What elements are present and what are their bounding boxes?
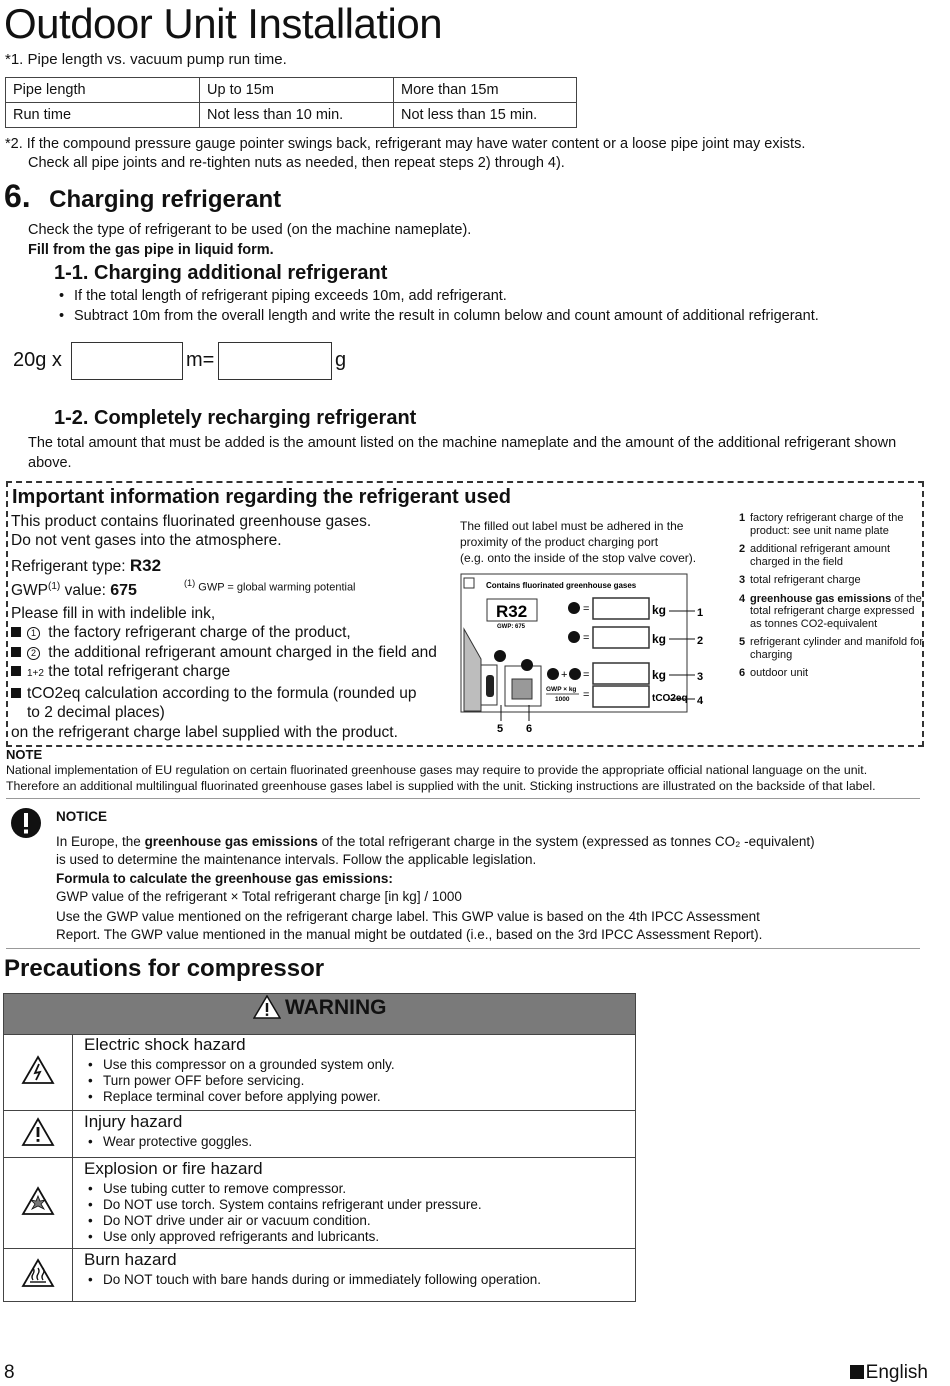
svg-text:=: =	[583, 669, 590, 681]
electric-shock-icon	[21, 1055, 55, 1085]
circle-2-icon	[569, 668, 581, 680]
gwp-footnote	[184, 578, 356, 594]
table-row	[6, 103, 577, 128]
label-tco2: tCO2eq	[652, 693, 688, 704]
list-item: • Turn power OFF before servicing.	[84, 1073, 634, 1089]
circle-1-icon	[521, 659, 533, 671]
pipe-length-table	[5, 77, 577, 128]
note2-line2: Check all pipe joints and re-tighten nuts as needed, then repeat steps 2) through 4).	[28, 155, 565, 171]
warning-table	[3, 993, 636, 1302]
hazard-row	[4, 1111, 636, 1158]
legend-number: 1	[739, 512, 746, 524]
fill-cont: to 2 decimal places)	[27, 704, 165, 721]
fill-item-text: the factory refrigerant charge of the product,	[44, 624, 351, 641]
list-item: • Wear protective goggles.	[84, 1134, 634, 1150]
hazard-row	[4, 1035, 636, 1111]
section6-intro: Check the type of refrigerant to be used (on the machine nameplate).	[28, 222, 472, 238]
note2-line1: *2. If the compound pressure gauge pointer swings back, refrigerant may have water content or a loose pipe joint may exists.	[5, 136, 806, 152]
refrigerant-value: R32	[129, 556, 162, 575]
legend-item	[739, 593, 924, 631]
legend-text: outdoor unit	[750, 667, 809, 679]
gwp-value: 675	[110, 582, 137, 600]
list-item	[11, 643, 437, 663]
legend-text: of the total refrigerant charge expressed as tonnes CO2-equivalent	[750, 592, 922, 630]
callout-6: 6	[526, 723, 533, 735]
fill-item-text: the total refrigerant charge	[43, 663, 231, 680]
footnote-text: GWP = global warming potential	[198, 581, 356, 594]
list-item: • Use this compressor on a grounded system only.	[84, 1057, 634, 1073]
note1-caption: *1. Pipe length vs. vacuum pump run time.	[5, 51, 287, 68]
label-div: 1000	[555, 696, 570, 703]
notice-p3-cont: Report. The GWP value mentioned in the manual might be outdated (i.e., based on the 3rd IPCC Assessment Report).	[56, 926, 763, 942]
circle-1-icon	[547, 668, 559, 680]
square-bullet-icon	[11, 627, 21, 637]
circle-number: 1+2	[27, 668, 44, 679]
precautions-title: Precautions for compressor	[4, 955, 325, 982]
sub2-text: The total amount that must be added is the amount listed on the machine nameplate and the amount of the additional refrigerant shown above.	[28, 435, 897, 471]
formula-mid: m=	[186, 349, 215, 371]
hazard-content	[73, 1158, 636, 1249]
label-kg: kg	[652, 632, 667, 646]
square-bullet-icon	[11, 688, 21, 698]
label-header: Contains fluorinated greenhouse gases	[486, 581, 637, 590]
callout-3: 3	[697, 671, 704, 683]
hazard-row	[4, 1249, 636, 1302]
svg-text:=: =	[583, 603, 590, 615]
list-item: • Do NOT use torch. System contains refrigerant under pressure.	[84, 1197, 634, 1213]
circle-number: 1	[27, 627, 40, 640]
legend-text-bold: greenhouse gas emissions	[750, 592, 892, 605]
amount-input-box[interactable]	[218, 342, 332, 380]
label-note-line: (e.g. onto the inside of the stop valve cover).	[460, 551, 697, 565]
svg-text:+: +	[561, 669, 568, 681]
language-footer	[850, 1362, 928, 1384]
formula-prefix: 20g x	[13, 349, 62, 371]
square-bullet-icon	[11, 647, 21, 657]
divider	[6, 798, 920, 799]
hazard-icon-cell	[4, 1035, 73, 1111]
fill-item-text: the additional refrigerant amount charged in the field and	[44, 643, 437, 661]
square-marker-icon	[850, 1365, 864, 1379]
label-kg: kg	[652, 668, 667, 682]
hazard-list	[74, 1057, 634, 1105]
fill-end: on the refrigerant charge label supplied with the product.	[11, 723, 398, 741]
list-item	[11, 662, 437, 684]
exclamation-icon	[10, 807, 42, 839]
formula-title: Formula to calculate the greenhouse gas emissions:	[56, 871, 393, 886]
label-note	[460, 518, 696, 566]
note-line: National implementation of EU regulation on certain fluorinated greenhouse gases may require to provide the appropriate official national language on the unit.	[6, 763, 868, 777]
table-cell: Not less than 15 min.	[394, 103, 577, 128]
hazard-content	[73, 1111, 636, 1158]
hazard-content	[73, 1249, 636, 1302]
gwp-value-label: value:	[60, 582, 111, 600]
label-gwp: GWP: 675	[497, 624, 526, 630]
legend-item	[739, 574, 924, 587]
important-line2: Do not vent gases into the atmosphere.	[11, 532, 282, 549]
table-cell: Not less than 10 min.	[200, 103, 394, 128]
circle-2-icon	[494, 650, 506, 662]
notice-text: In Europe, the	[56, 834, 145, 849]
notice-bold: greenhouse gas emissions	[144, 834, 318, 849]
section6-heading	[4, 178, 281, 215]
hazard-title: Explosion or fire hazard	[84, 1159, 263, 1178]
label-legend	[739, 512, 924, 686]
table-cell: More than 15m	[394, 78, 577, 103]
circle-2-icon	[568, 631, 580, 643]
gwp-line	[11, 577, 137, 601]
hazard-title: Injury hazard	[84, 1112, 183, 1131]
legend-item	[739, 636, 924, 661]
callout-1: 1	[697, 607, 704, 619]
circle-number: 2	[27, 647, 40, 660]
section-number: 6.	[4, 178, 31, 214]
label-kg: kg	[652, 603, 667, 617]
list-item: • Use only approved refrigerants and lubricants.	[84, 1229, 634, 1245]
table-cell: Up to 15m	[200, 78, 394, 103]
legend-item	[739, 543, 924, 568]
page-title: Outdoor Unit Installation	[4, 0, 443, 47]
callout-2: 2	[697, 635, 704, 647]
callout-5: 5	[497, 723, 504, 735]
divider	[6, 948, 920, 949]
list-item: • Do NOT touch with bare hands during or immediately following operation.	[84, 1272, 634, 1288]
hazard-title: Electric shock hazard	[84, 1035, 246, 1054]
section-title: Charging refrigerant	[49, 186, 282, 213]
hazard-row	[4, 1158, 636, 1249]
hazard-list	[74, 1181, 634, 1245]
callout-4: 4	[697, 695, 704, 707]
hazard-icon-cell	[4, 1249, 73, 1302]
fill-intro: Please fill in with indelible ink,	[11, 605, 216, 622]
legend-text: refrigerant cylinder and manifold for charging	[750, 636, 924, 661]
notice-text: of the total refrigerant charge in the system (expressed as tonnes CO₂ -equivalent)	[317, 834, 815, 849]
hazard-content	[73, 1035, 636, 1111]
length-input-box[interactable]	[71, 342, 183, 380]
important-line1: This product contains fluorinated greenhouse gases.	[11, 513, 372, 530]
section6-intro-bold: Fill from the gas pipe in liquid form.	[28, 242, 274, 258]
notice-title: NOTICE	[56, 809, 108, 824]
sub1-title: 1-1. Charging additional refrigerant	[54, 262, 388, 284]
label-note-line: The filled out label must be adhered in the	[460, 519, 684, 533]
formula-suffix: g	[335, 349, 347, 371]
legend-number: 4	[739, 592, 746, 605]
footnote-sup: (1)	[184, 578, 196, 588]
list-item: • If the total length of refrigerant piping exceeds 10m, add refrigerant.	[55, 287, 819, 307]
svg-text:=: =	[583, 632, 590, 644]
sub2-title: 1-2. Completely recharging refrigerant	[54, 407, 417, 429]
warning-label: WARNING	[284, 996, 387, 1019]
refrigerant-type	[11, 556, 161, 577]
hazard-icon-cell	[4, 1111, 73, 1158]
table-cell: Run time	[6, 103, 200, 128]
notice-p1	[56, 833, 916, 851]
warning-header	[4, 994, 636, 1035]
language-label: English	[865, 1362, 928, 1383]
note-line: Therefore an additional multilingual fluorinated greenhouse gases label is supplied with the unit. Sticking instructions are illustrated on the backside of that label.	[6, 779, 876, 793]
square-bullet-icon	[11, 666, 21, 676]
refrigerant-label: Refrigerant type:	[11, 558, 130, 575]
note-title: NOTE	[6, 747, 43, 762]
notice-p3: Use the GWP value mentioned on the refrigerant charge label. This GWP value is based on the 4th IPCC Assessment	[56, 909, 760, 924]
refrigerant-label-illustration	[459, 571, 729, 737]
explosion-icon	[21, 1186, 55, 1216]
label-gwpkg: GWP × kg	[546, 686, 577, 693]
svg-text:=: =	[583, 689, 590, 701]
list-item: • Replace terminal cover before applying power.	[84, 1089, 634, 1105]
hazard-title: Burn hazard	[84, 1250, 177, 1269]
list-item: • Use tubing cutter to remove compressor.	[84, 1181, 634, 1197]
legend-item	[739, 512, 924, 537]
hazard-list	[74, 1134, 634, 1150]
legend-text: additional refrigerant amount charged in the field	[750, 543, 891, 568]
important-title: Important information regarding the refrigerant used	[12, 486, 511, 508]
fill-list	[11, 623, 437, 742]
label-note-line: proximity of the product charging port	[460, 535, 659, 549]
legend-number: 2	[739, 543, 746, 555]
injury-warning-icon	[21, 1117, 55, 1147]
warning-triangle-icon	[253, 995, 281, 1019]
circle-1-icon	[568, 602, 580, 614]
table-cell: Pipe length	[6, 78, 200, 103]
legend-number: 3	[739, 574, 746, 586]
formula-text: GWP value of the refrigerant × Total refrigerant charge [in kg] / 1000	[56, 888, 462, 904]
legend-number: 5	[739, 636, 746, 648]
fill-item-text: tCO2eq calculation according to the formula (rounded up	[27, 684, 417, 702]
legend-item	[739, 667, 924, 680]
hot-surface-icon	[21, 1258, 55, 1288]
notice-p1-cont: is used to determine the maintenance intervals. Follow the applicable legislation.	[56, 851, 537, 867]
hazard-icon-cell	[4, 1158, 73, 1249]
legend-text: total refrigerant charge	[750, 574, 861, 586]
note-text	[6, 762, 926, 794]
legend-number: 6	[739, 667, 746, 679]
page-number: 8	[4, 1362, 15, 1383]
table-row	[6, 78, 577, 103]
notice-body	[56, 833, 916, 943]
gwp-sup: (1)	[48, 581, 61, 592]
list-item	[11, 623, 437, 643]
list-item	[11, 684, 437, 704]
gwp-label: GWP	[11, 582, 49, 600]
outdoor-unit-icon	[512, 679, 532, 699]
list-item: • Subtract 10m from the overall length and write the result in column below and count amount of additional refrigerant.	[55, 307, 819, 327]
legend-text: factory refrigerant charge of the product: see unit name plate	[750, 512, 904, 537]
hazard-list	[74, 1272, 634, 1288]
sub1-bullets	[55, 287, 819, 326]
list-item: • Do NOT drive under air or vacuum condition.	[84, 1213, 634, 1229]
label-r32: R32	[496, 602, 528, 621]
